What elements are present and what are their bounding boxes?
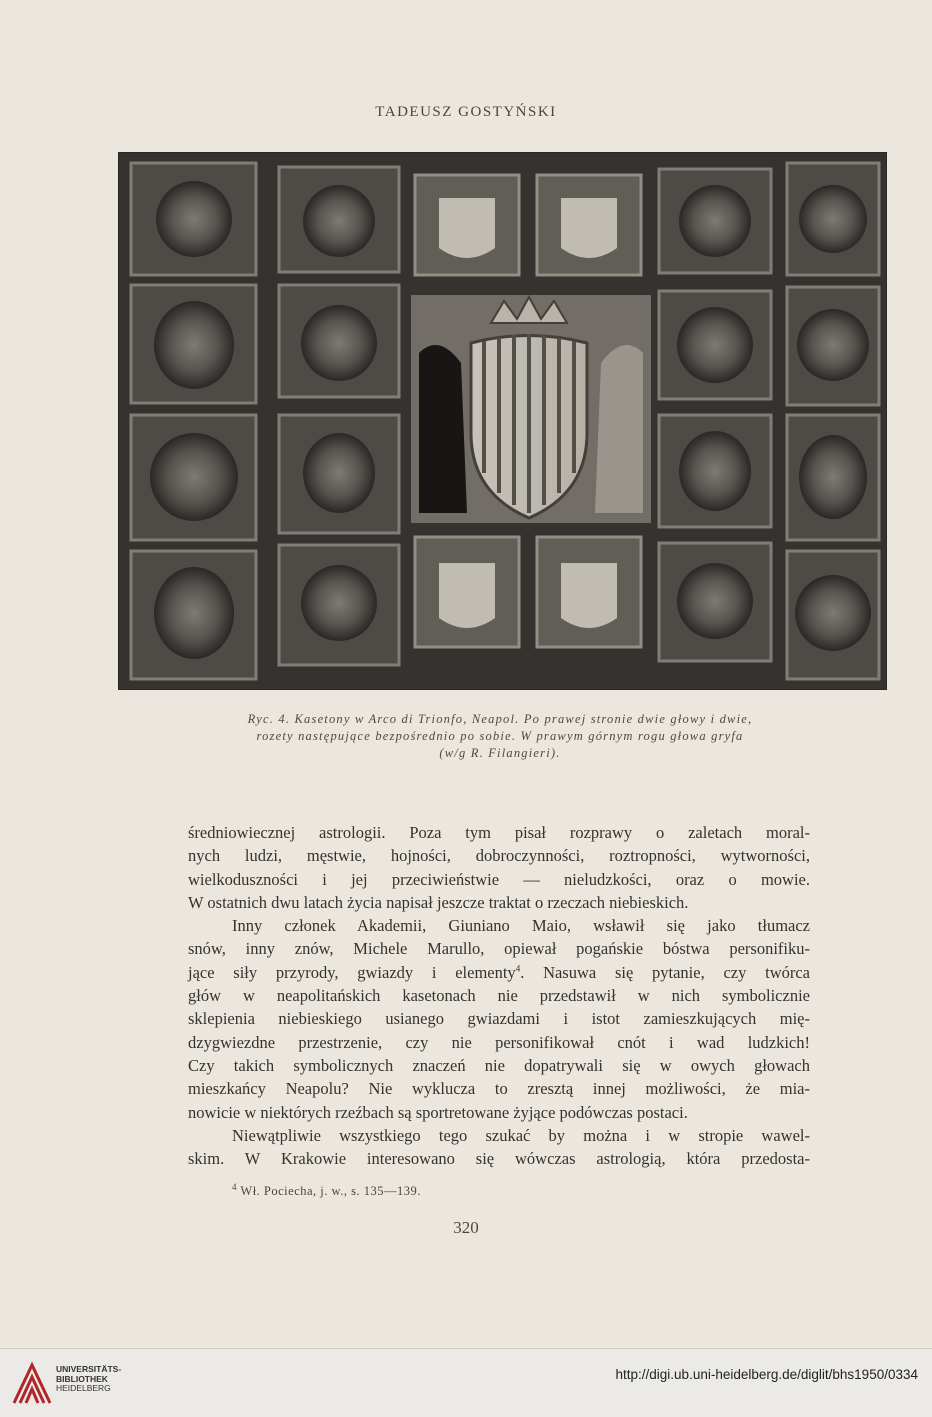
- text-segment: jące siły przyrody, gwiazdy i elementy: [188, 962, 516, 982]
- text-line: nych ludzi, męstwie, hojności, dobroczynności, roztropności, wytworności,: [188, 846, 810, 866]
- running-title: TADEUSZ GOSTYŃSKI: [375, 104, 557, 120]
- library-name-line: UNIVERSITÄTS-: [56, 1364, 122, 1374]
- text-line: Czy takich symbolicznych znaczeń nie dopatrywali się w owych głowach: [188, 1055, 810, 1075]
- coffered-ceiling-photo: [119, 153, 886, 689]
- university-library-logo-icon: [10, 1359, 54, 1407]
- text-line: snów, inny znów, Michele Marullo, opiewał pogańskie bóstwa personifiku-: [188, 939, 810, 959]
- text-segment: Nasuwa się pytanie, czy twórca: [543, 962, 810, 982]
- text-line: nowicie w niektórych rzeźbach są sportretowane żyjące podówczas postaci.: [188, 1102, 688, 1122]
- text-line: skim. W Krakowie interesowano się wówczas astrologią, która przedosta-: [188, 1149, 810, 1169]
- viewer-footer: [0, 1348, 932, 1417]
- text-line: dzygwiezdne przestrzenie, czy nie personifikował cnót i wad ludzkich!: [188, 1032, 810, 1052]
- text-line: mieszkańcy Neapolu? Nie wyklucza to zresztą innej możliwości, że mia-: [188, 1079, 810, 1099]
- text-line: W ostatnich dwu latach życia napisał jeszcze traktat o rzeczach niebieskich.: [188, 892, 689, 912]
- footnote: [232, 1181, 421, 1199]
- body-text: [188, 821, 810, 1170]
- text-line: średniowiecznej astrologii. Poza tym pisał rozprawy o zaletach moral-: [188, 823, 810, 842]
- footnote-mark: 4: [232, 1181, 237, 1192]
- text-line: Niewątpliwie wszystkiego tego szukać by można i w stropie wawel-: [232, 1125, 810, 1145]
- caption-line: rozety następujące bezpośrednio po sobie. W prawym górnym rogu głowa gryfa: [256, 729, 744, 743]
- library-name-line: HEIDELBERG: [56, 1383, 111, 1393]
- text-line: sklepienia niebieskiego usianego gwiazdami i istot zamieszkujących mię-: [188, 1009, 810, 1029]
- text-line: wielkoduszności i jej przeciwieństwie — nieludzkości, oraz o mowie.: [188, 869, 810, 889]
- permalink-url[interactable]: http://digi.ub.uni-heidelberg.de/diglit/bhs1950/0334: [615, 1367, 918, 1382]
- text-line-with-footnote: jące siły przyrody, gwiazdy i elementy$^4$. Nasuwa się pytanie, czy twórca: [188, 962, 810, 982]
- footnote-text: Wł. Pociecha, j. w., s. 135—139.: [240, 1184, 421, 1198]
- library-name-line: BIBLIOTHEK: [56, 1373, 108, 1384]
- page-number: 320: [453, 1218, 479, 1237]
- caption-line: Ryc. 4. Kasetony w Arco di Trionfo, Neapol. Po prawej stronie dwie głowy i dwie,: [247, 712, 753, 726]
- caption-line: (w/g R. Filangieri).: [439, 746, 561, 760]
- figure-photo-coffers: [118, 152, 887, 690]
- figure-caption: [180, 711, 820, 762]
- footnote-reference[interactable]: 4: [515, 963, 521, 974]
- library-name: [56, 1365, 121, 1394]
- text-line: Inny członek Akademii, Giuniano Maio, wsławił się jako tłumacz: [232, 916, 810, 936]
- text-line: głów w neapolitańskich kasetonach nie przedstawił w nich symbolicznie: [188, 986, 810, 1006]
